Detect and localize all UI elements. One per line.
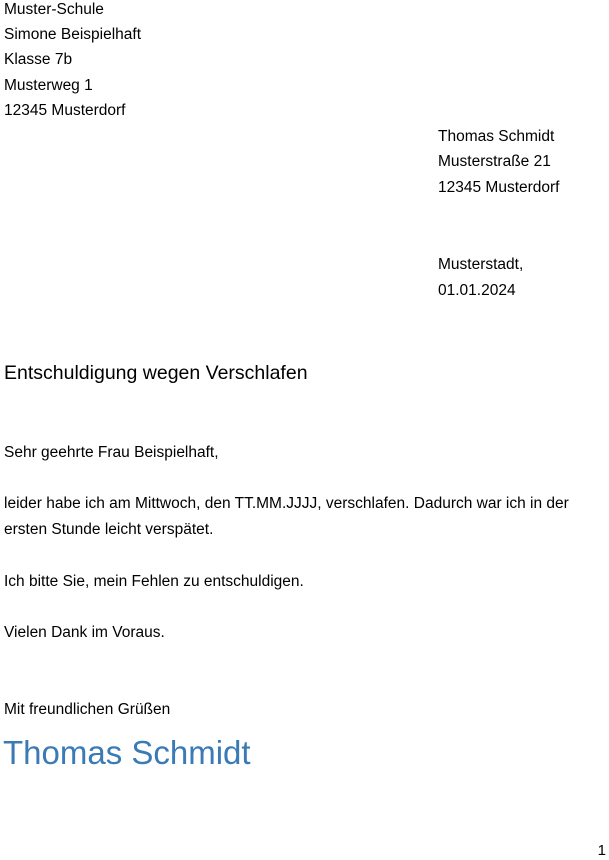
sender-class: Klasse 7b <box>4 51 73 68</box>
page-number: 1 <box>597 842 606 859</box>
letter-subject: Entschuldigung wegen Verschlafen <box>4 362 308 384</box>
sender-name: Simone Beispielhaft <box>4 26 141 43</box>
recipient-name: Thomas Schmidt <box>438 128 555 145</box>
body-paragraph-2: Ich bitte Sie, mein Fehlen zu entschuldigen. <box>4 573 304 590</box>
date-value: 01.01.2024 <box>438 282 516 299</box>
sender-street: Musterweg 1 <box>4 77 93 94</box>
body-paragraph-3: Vielen Dank im Voraus. <box>4 624 165 641</box>
recipient-street: Musterstraße 21 <box>438 153 551 170</box>
closing: Mit freundlichen Grüßen <box>4 701 171 718</box>
sender-city: 12345 Musterdorf <box>4 102 126 119</box>
recipient-city: 12345 Musterdorf <box>438 179 560 196</box>
body-paragraph-1: leider habe ich am Mittwoch, den TT.MM.JJJJ, verschlafen. Dadurch war ich in der ersten Stunde leicht verspätet. <box>4 495 569 538</box>
salutation: Sehr geehrte Frau Beispielhaft, <box>4 444 219 461</box>
date-place: Musterstadt, <box>438 256 524 273</box>
sender-school: Muster-Schule <box>4 1 104 18</box>
signature: Thomas Schmidt <box>3 734 251 771</box>
